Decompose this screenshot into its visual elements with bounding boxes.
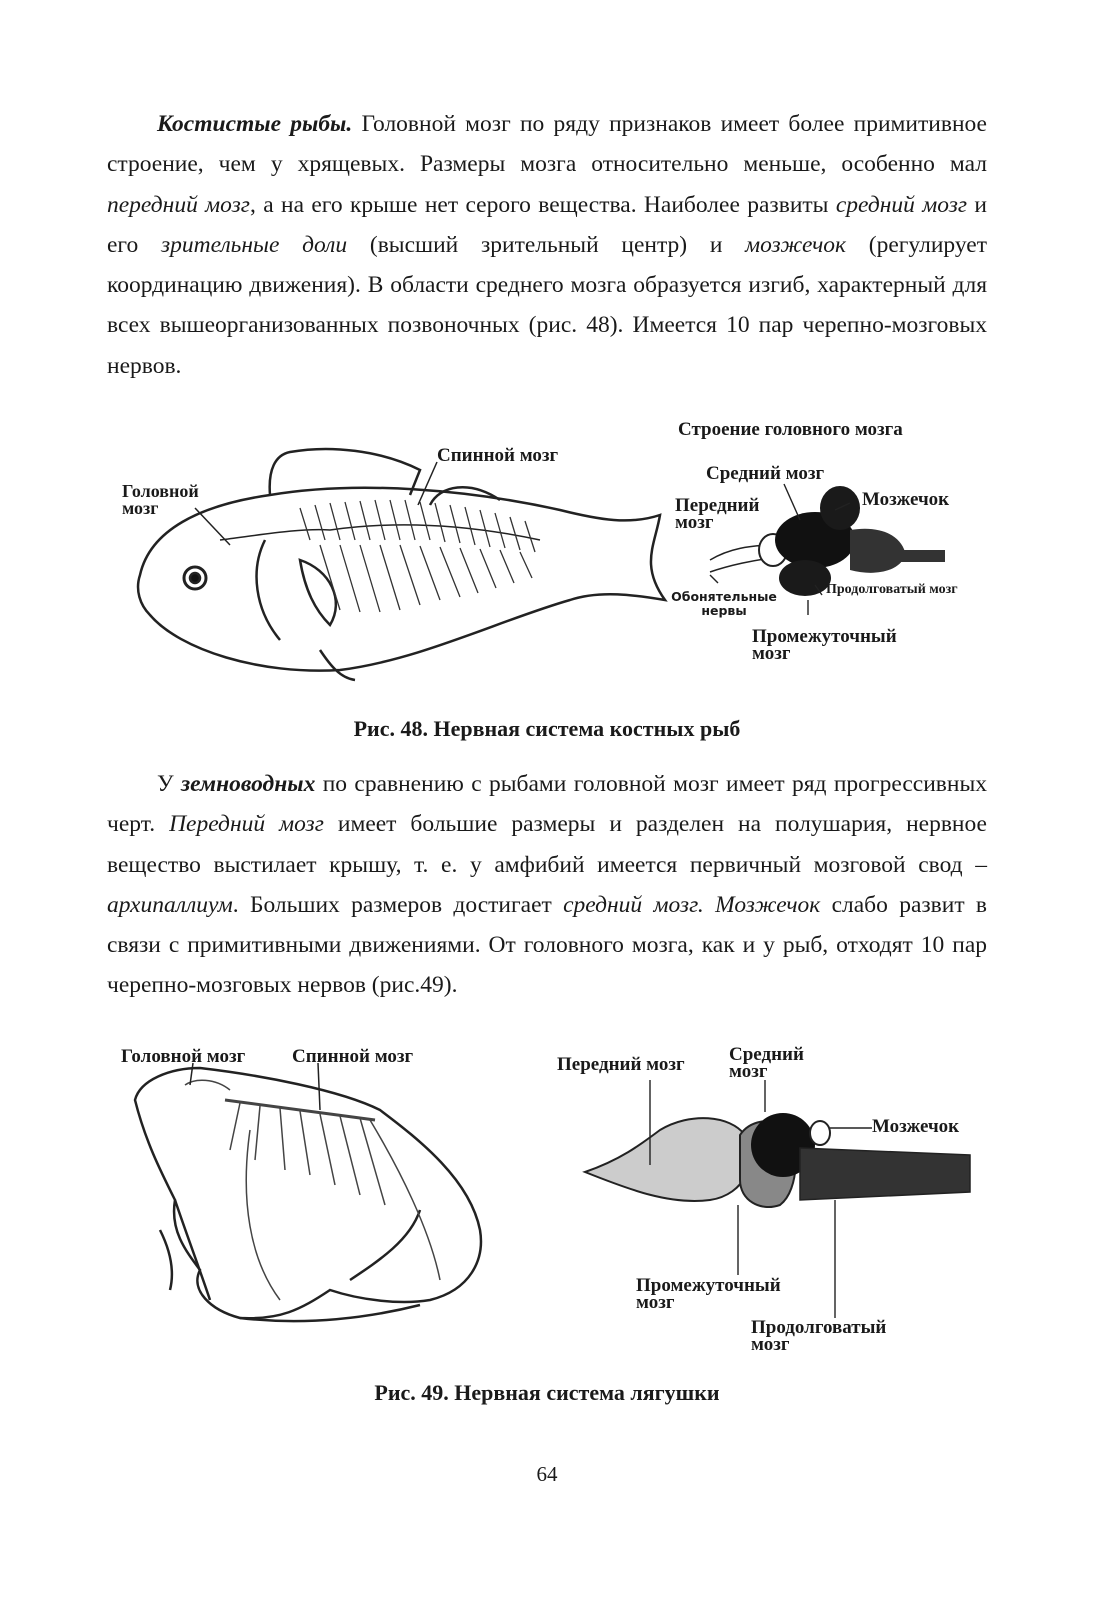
- figure-49-caption: Рис. 49. Нервная система лягушки: [374, 1380, 720, 1405]
- fish-label-brain: Головной мозг: [122, 481, 199, 518]
- frog-illustration: [135, 1068, 481, 1321]
- frog-brain-label-cerebellum: Мозжечок: [872, 1116, 960, 1137]
- fish-brain-label-diencephalon: Промежуточный мозг: [752, 626, 897, 664]
- fish-brain-label-cerebellum: Мозжечок: [862, 489, 950, 510]
- frog-brain-label-midbrain: Средний мозг: [729, 1044, 804, 1082]
- frog-brain-label-forebrain: Передний мозг: [557, 1054, 685, 1075]
- page-number: 64: [536, 1462, 558, 1486]
- fish-brain-label-forebrain: Передний мозг: [675, 495, 760, 533]
- fish-label-spinal: Спинной мозг: [437, 445, 559, 466]
- paragraph-bony-fish: Костистые рыбы. Головной мозг по ряду признаков имеет более примитивное строение, чем у хрящевых. Размеры мозга относительно меньше, особенно мал передний мозг, а на его крыше нет серого вещества. Наиболее развиты средний мозг и его зрительные доли (высший зрительный центр) и мозжечок (регулирует координацию движения). В области среднего мозга образуется изгиб, характерный для всех вышеорганизованных позвоночных (рис. 48). Имеется 10 пар черепно-мозговых нервов.: [107, 111, 987, 379]
- frog-nervous-system: [185, 1080, 440, 1300]
- figure-48-caption: Рис. 48. Нервная система костных рыб: [353, 716, 741, 741]
- fish-brain-label-midbrain: Средний мозг: [706, 463, 825, 484]
- fish-brain-label-olfactory: Обонятельные нервы: [671, 589, 777, 618]
- term-amphibians: земноводных: [181, 771, 316, 797]
- frog-label-spinal: Спинной мозг: [292, 1046, 414, 1067]
- fish-brain-label-medulla: Продолговатый мозг: [826, 582, 958, 597]
- heading-bony-fish: Костистые рыбы.: [157, 111, 353, 137]
- brain-structure-title: Строение головного мозга: [678, 419, 903, 440]
- frog-brain-label-medulla: Продолговатый мозг: [751, 1317, 887, 1355]
- paragraph-amphibians: У земноводных по сравнению с рыбами головной мозг имеет ряд прогрессивных черт. Передний мозг имеет большие размеры и разделен на полушария, нервное вещество выстилает крышу, т. е. у амфибий имеется первичный мозговой свод – архипаллиум. Больших размеров достигает средний мозг. Мозжечок слабо развит в связи с примитивными движениями. От головного мозга, как и у рыб, отходят 10 пар черепно-мозговых нервов (рис.49).: [107, 771, 988, 999]
- frog-label-brain: Головной мозг: [121, 1046, 246, 1067]
- frog-brain-label-diencephalon: Промежуточный мозг: [636, 1275, 781, 1313]
